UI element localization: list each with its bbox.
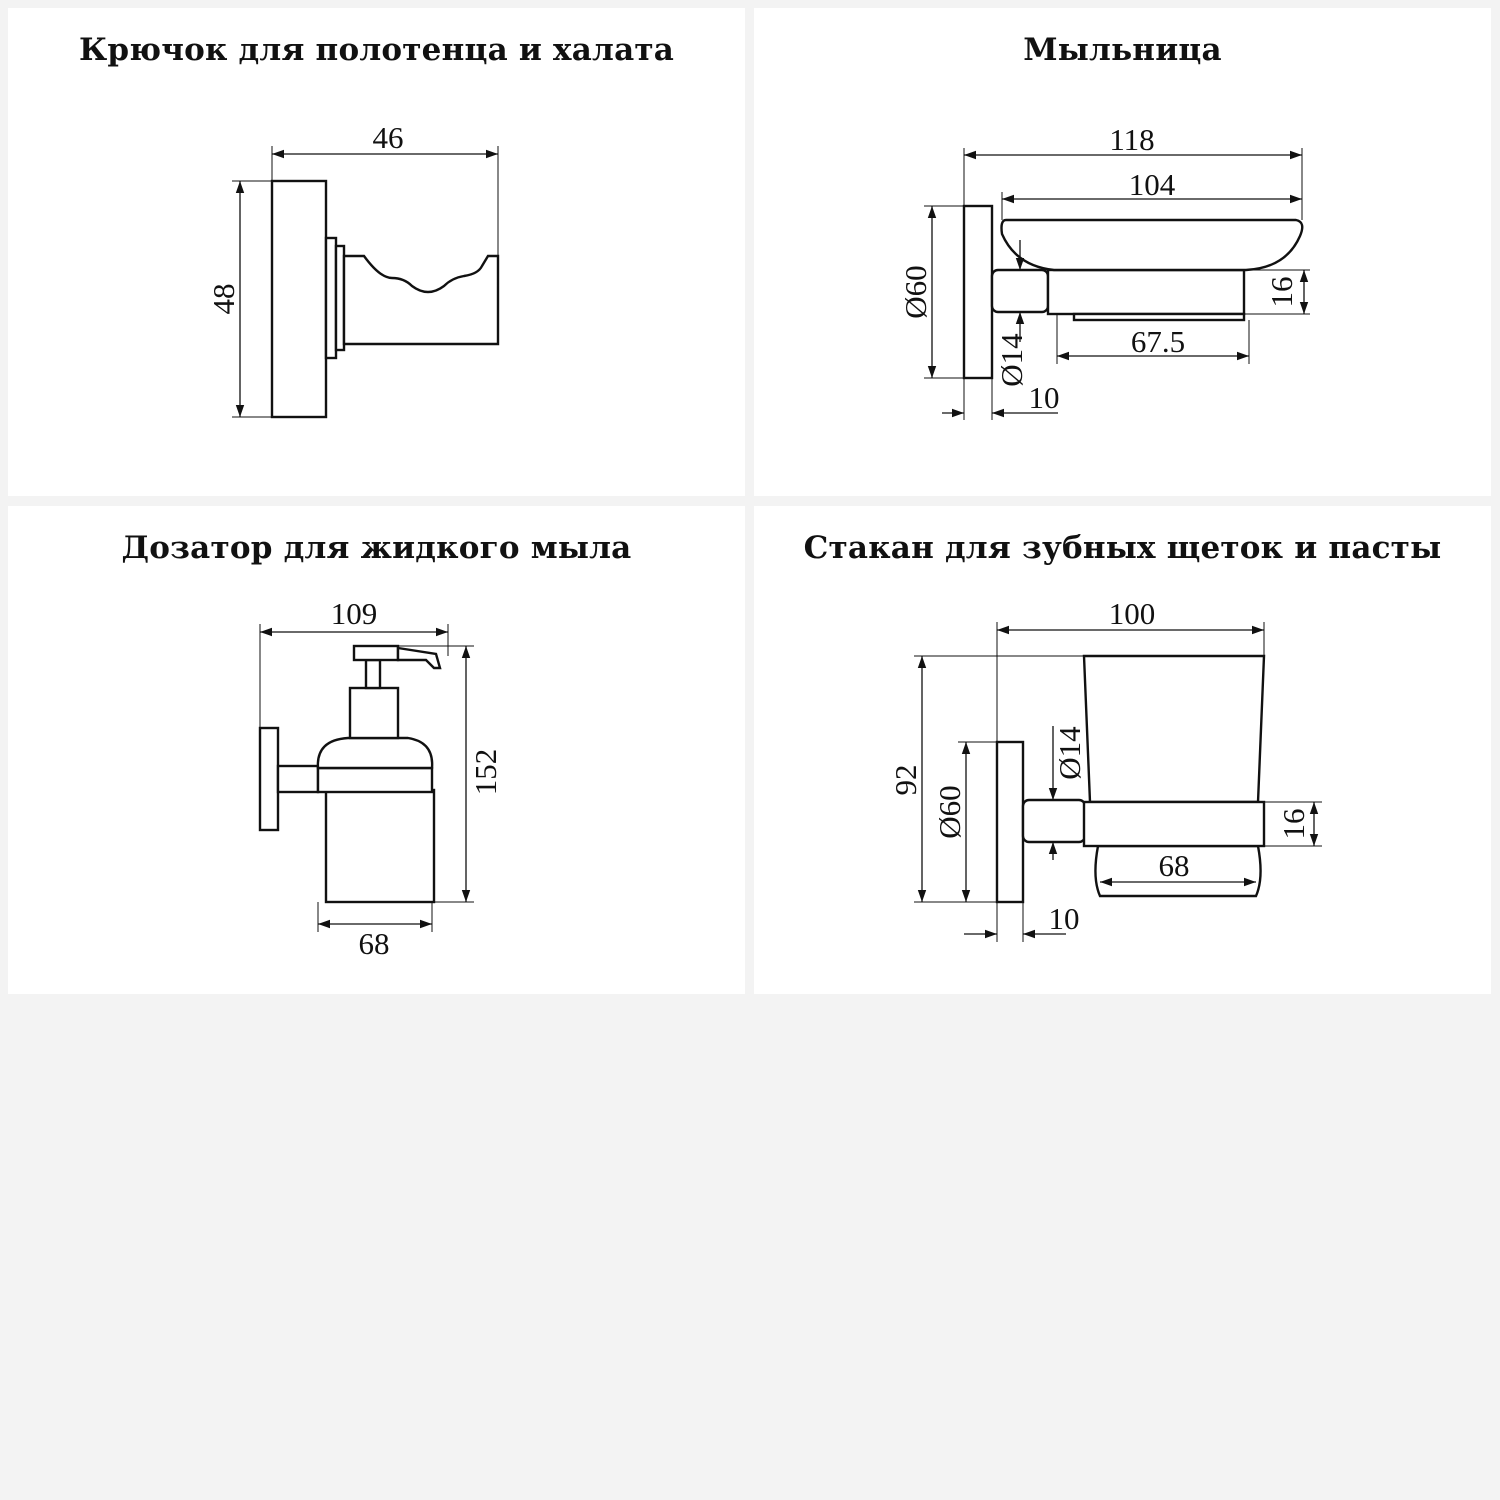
dispenser-spout: [398, 648, 440, 668]
soap-dish-pin-diameter-label: Ø14: [994, 333, 1029, 387]
panel-title-soap-dish: Мыльница: [1023, 32, 1222, 68]
tumbler-height-label: 92: [888, 764, 923, 796]
hook-body: [344, 256, 498, 344]
panel-soap-dish: [754, 8, 1491, 496]
soap-dish-base-diameter-label: Ø60: [898, 265, 933, 319]
hook-flange: [326, 238, 336, 358]
soap-dish-base-thickness-label: 10: [1028, 380, 1060, 415]
dispenser-width-label: 109: [330, 596, 378, 631]
tumbler-pin-diameter-label: Ø14: [1052, 726, 1087, 780]
dispenser-neck: [350, 688, 398, 738]
panel-title-tumbler: Стакан для зубных щеток и пасты: [803, 530, 1442, 566]
hook-width-label: 46: [372, 120, 404, 155]
dispenser-bottle-label: 68: [358, 926, 390, 961]
dispenser-pump-head: [354, 646, 398, 660]
tumbler-wall-plate: [997, 742, 1023, 902]
panel-title-dispenser: Дозатор для жидкого мыла: [121, 530, 632, 566]
dispenser-drawing: [8, 506, 745, 994]
dispenser-arm: [278, 766, 318, 792]
panel-tumbler: [754, 506, 1491, 994]
hook-wall-plate: [272, 181, 326, 417]
soap-dish-height-label: 16: [1264, 276, 1299, 308]
tumbler-drawing: [754, 506, 1491, 994]
tumbler-ring-label: 16: [1276, 808, 1311, 840]
soap-dish-holder: [1048, 270, 1244, 314]
hook-drawing: [8, 8, 745, 496]
soap-dish-pin: [992, 270, 1048, 312]
soap-dish-tray: [1074, 314, 1244, 320]
tumbler-cup: [1084, 656, 1264, 802]
dispenser-height-label: 152: [468, 748, 503, 796]
tumbler-ring: [1084, 802, 1264, 846]
panel-hook: [8, 8, 745, 496]
tumbler-width-label: 100: [1108, 596, 1156, 631]
dispenser-stem: [366, 660, 380, 688]
soap-dish-bowl-label: 104: [1128, 167, 1176, 202]
tumbler-base-diameter-label: Ø60: [932, 785, 967, 839]
dispenser-ring: [318, 768, 432, 792]
panel-title-hook: Крючок для полотенца и халата: [78, 32, 675, 68]
soap-dish-bowl: [1002, 220, 1303, 270]
tumbler-cup-label: 68: [1158, 848, 1190, 883]
soap-dish-wall-plate: [964, 206, 992, 378]
hook-height-label: 48: [206, 283, 241, 315]
soap-dish-drawing: [754, 8, 1491, 496]
dispenser-wall-plate: [260, 728, 278, 830]
tumbler-pin: [1023, 800, 1085, 842]
soap-dish-inner-label: 67.5: [1130, 324, 1186, 359]
dispenser-cap: [318, 738, 432, 768]
soap-dish-total-label: 118: [1109, 122, 1155, 157]
dispenser-bottle: [326, 790, 434, 902]
panel-dispenser: [8, 506, 745, 994]
tumbler-base-thickness-label: 10: [1048, 901, 1080, 936]
